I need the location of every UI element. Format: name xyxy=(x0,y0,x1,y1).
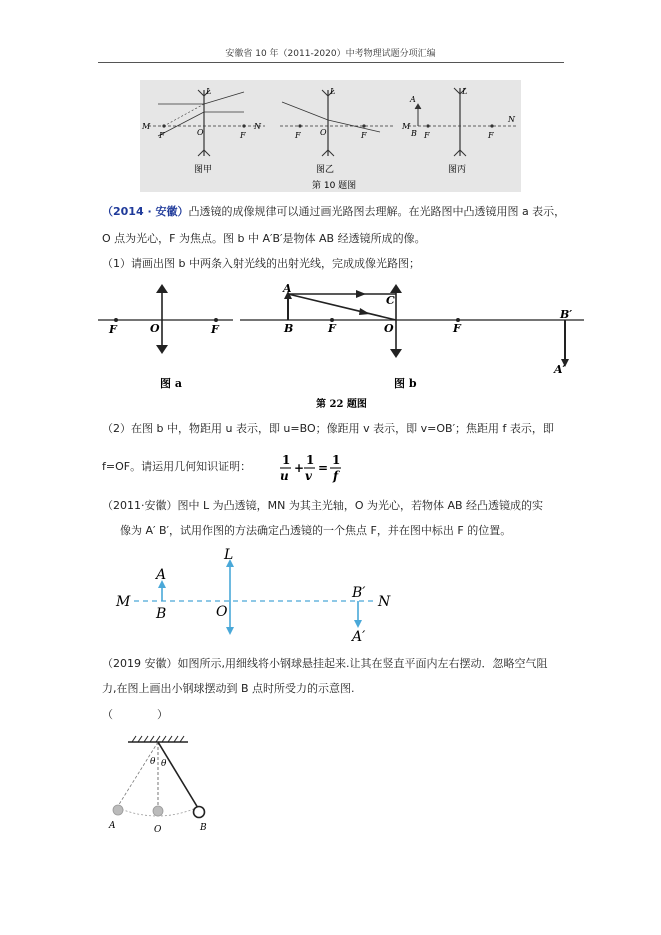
figure-10-title: 第 10 题图 xyxy=(312,181,357,191)
q2014-line2: O 点为光心，F 为焦点。图 b 中 A′B′是物体 AB 经透镜所成的像。 xyxy=(102,232,426,245)
figb-label-f2: F xyxy=(453,322,461,335)
jia-label-n: N xyxy=(254,122,261,131)
figure-10-diagram xyxy=(140,80,521,192)
bing-label-a: A xyxy=(410,95,416,104)
q2011-label-n: N xyxy=(378,594,391,610)
q2011-label-l: L xyxy=(224,547,234,563)
yi-label-f2: F xyxy=(361,131,367,140)
figb-label-c: C xyxy=(386,294,395,307)
figure-bing xyxy=(401,87,518,175)
formula-num-2: 1 xyxy=(306,453,315,467)
formula-v: v xyxy=(305,469,312,483)
figb-caption: 图 b xyxy=(394,377,417,390)
figure-pendulum xyxy=(104,728,224,840)
q2011-label-o: O xyxy=(216,604,228,620)
figb-label-f1: F xyxy=(328,322,336,335)
q2014-part2-line1: （2）在图 b 中，物距用 u 表示，即 u=BO；像距用 v 表示，即 v=OB′；焦距用 f 表示，即 xyxy=(102,422,554,435)
jia-label-o: O xyxy=(197,128,204,137)
yi-label-f1: F xyxy=(295,131,301,140)
bing-label-f2: F xyxy=(488,131,494,140)
figure-22 xyxy=(98,280,588,410)
figa-caption: 图 a xyxy=(160,377,182,390)
formula-eq: = xyxy=(318,461,329,475)
figa-label-f1: F xyxy=(109,323,117,336)
lens-formula-svg xyxy=(278,449,358,485)
q2011-line2: 像为 A′ B′，试用作图的方法确定凸透镜的一个焦点 F，并在图中标出 F 的位置。 xyxy=(120,524,512,537)
q2011-label-ap: A′ xyxy=(352,629,366,645)
jia-label-l: L xyxy=(206,87,212,96)
q2014-source: （2014 · 安徽） xyxy=(102,205,189,218)
yi-label-o: O xyxy=(320,128,327,137)
bing-label-m: M xyxy=(402,122,411,131)
caption-yi: 图乙 xyxy=(316,165,335,175)
jia-label-f1: F xyxy=(159,131,165,140)
pendulum-label-a: A xyxy=(109,821,116,831)
bing-label-b: B xyxy=(411,129,417,138)
jia-label-m: M xyxy=(142,122,151,131)
yi-label-l: L xyxy=(330,87,336,96)
figb-label-bp: B′ xyxy=(560,308,573,321)
figure-2011 xyxy=(112,545,402,645)
lens-formula xyxy=(278,449,358,485)
formula-num-1: 1 xyxy=(282,453,291,467)
pendulum-diagram xyxy=(104,728,224,840)
q2014-part2-line2: f=OF。请运用几何知识证明： xyxy=(102,460,252,473)
formula-plus: + xyxy=(294,461,305,475)
q2011-line1: （2011·安徽）图中 L 为凸透镜，MN 为其主光轴，O 为光心，若物体 AB 经凸透镜成的实 xyxy=(102,499,544,512)
figure-22-diagram xyxy=(98,280,588,410)
formula-u: u xyxy=(280,469,289,483)
formula-num-3: 1 xyxy=(332,453,341,467)
figure-b xyxy=(240,282,584,410)
pendulum-label-o: O xyxy=(154,825,162,835)
q2014-text1: 凸透镜的成像规律可以通过画光路图去理解。在光路图中凸透镜用图 a 表示， xyxy=(188,205,566,218)
caption-jia: 图甲 xyxy=(194,165,213,175)
q2019-line1: （2019 安徽）如图所示,用细线将小钢球悬挂起来.让其在竖直平面内左右摆动．忽略空气阻 xyxy=(102,657,548,670)
figb-label-a: A xyxy=(283,282,292,295)
figure-jia xyxy=(141,87,265,175)
figure-10 xyxy=(140,80,521,192)
q2019-answer-blank: （ ） xyxy=(102,708,168,721)
q2011-label-b: B xyxy=(156,606,167,622)
header-divider xyxy=(98,62,564,63)
q2014-line1 xyxy=(102,204,565,220)
theta-right: θ xyxy=(161,759,167,769)
q2011-label-a: A xyxy=(156,567,167,583)
bing-label-l: L xyxy=(462,87,468,96)
caption-bing: 图丙 xyxy=(448,165,467,175)
figure-a xyxy=(98,284,233,390)
page-header: 安徽省 10 年（2011-2020）中考物理试题分项汇编 xyxy=(225,49,436,59)
q2014-part1: （1）请画出图 b 中两条入射光线的出射光线，完成成像光路图； xyxy=(102,257,420,270)
figure-22-title: 第 22 题图 xyxy=(316,399,367,410)
figb-label-o: O xyxy=(384,322,394,335)
formula-f: f xyxy=(333,469,339,483)
bing-label-f1: F xyxy=(424,131,430,140)
q2011-label-m: M xyxy=(116,594,131,610)
pendulum-label-b: B xyxy=(200,823,207,833)
figure-yi xyxy=(280,87,395,175)
q2011-label-bp: B′ xyxy=(352,585,366,601)
q2019-line2: 力,在图上画出小钢球摆动到 B 点时所受力的示意图. xyxy=(102,682,355,695)
figure-2011-diagram xyxy=(112,545,402,645)
theta-left: θ xyxy=(150,757,156,767)
figb-label-b: B xyxy=(284,322,294,335)
jia-label-f2: F xyxy=(240,131,246,140)
figa-label-o: O xyxy=(150,322,160,335)
figb-label-ap: A′ xyxy=(554,363,566,376)
figa-label-f2: F xyxy=(211,323,219,336)
bing-label-n: N xyxy=(508,115,515,124)
